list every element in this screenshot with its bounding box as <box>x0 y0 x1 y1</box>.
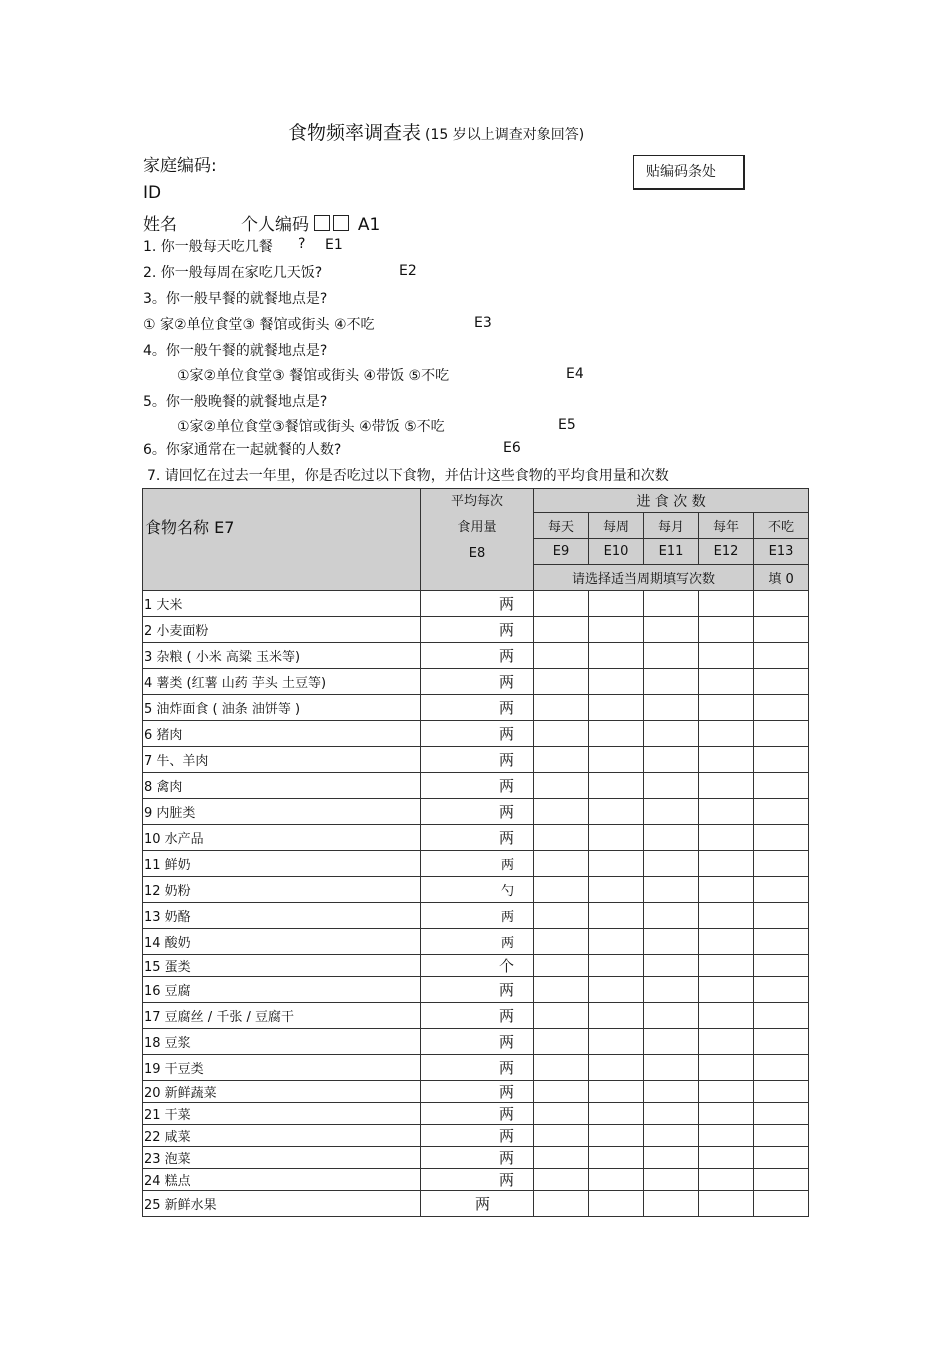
personal-code-row <box>241 210 380 235</box>
frequency-cell[interactable] <box>644 851 699 877</box>
table-row <box>143 903 809 929</box>
frequency-cell[interactable] <box>589 1029 644 1055</box>
frequency-cell[interactable] <box>644 721 699 747</box>
amount-unit[interactable]: 两 <box>421 825 534 851</box>
food-name: 16 豆腐 <box>143 977 421 1003</box>
frequency-cell[interactable] <box>534 617 589 643</box>
personal-code-label: 个人编码 <box>241 215 309 235</box>
code-checkbox-2[interactable] <box>333 215 349 231</box>
frequency-cell[interactable] <box>699 825 754 851</box>
frequency-cell[interactable] <box>699 799 754 825</box>
frequency-cell[interactable] <box>589 799 644 825</box>
title-subtitle: (15 岁以上调查对象回答) <box>425 127 585 143</box>
amount-unit[interactable]: 两 <box>421 903 534 929</box>
header-freq-code: E11 <box>644 539 699 565</box>
frequency-cell[interactable] <box>699 773 754 799</box>
amount-unit[interactable]: 两 <box>421 977 534 1003</box>
frequency-cell[interactable] <box>534 1103 589 1125</box>
frequency-cell[interactable] <box>644 695 699 721</box>
frequency-cell[interactable] <box>754 1081 809 1103</box>
frequency-cell[interactable] <box>754 825 809 851</box>
frequency-cell[interactable] <box>534 643 589 669</box>
frequency-cell[interactable] <box>534 799 589 825</box>
frequency-cell[interactable] <box>699 851 754 877</box>
frequency-cell[interactable] <box>644 747 699 773</box>
family-code-label: 家庭编码: <box>143 156 217 176</box>
frequency-cell[interactable] <box>644 799 699 825</box>
table-row <box>143 1055 809 1081</box>
header-freq-code: E12 <box>699 539 754 565</box>
frequency-cell[interactable] <box>644 1125 699 1147</box>
question-1-code: E1 <box>325 237 343 253</box>
amount-unit[interactable]: 两 <box>421 1055 534 1081</box>
table-row <box>143 617 809 643</box>
table-row <box>143 1029 809 1055</box>
frequency-cell[interactable] <box>589 903 644 929</box>
amount-unit[interactable]: 个 <box>421 955 534 977</box>
frequency-cell[interactable] <box>589 977 644 1003</box>
frequency-cell[interactable] <box>754 1055 809 1081</box>
food-name: 8 禽肉 <box>143 773 421 799</box>
table-row <box>143 955 809 977</box>
frequency-cell[interactable] <box>589 1055 644 1081</box>
amount-unit[interactable]: 两 <box>421 929 534 955</box>
frequency-cell[interactable] <box>754 851 809 877</box>
food-frequency-table <box>142 488 809 1217</box>
food-name: 4 薯类 (红薯 山药 芋头 土豆等) <box>143 669 421 695</box>
frequency-cell[interactable] <box>699 1103 754 1125</box>
frequency-cell[interactable] <box>589 1147 644 1169</box>
frequency-cell[interactable] <box>589 721 644 747</box>
frequency-cell[interactable] <box>754 1125 809 1147</box>
table-row <box>143 1191 809 1217</box>
frequency-cell[interactable] <box>754 903 809 929</box>
frequency-cell[interactable] <box>534 1191 589 1217</box>
table-row <box>143 695 809 721</box>
frequency-cell[interactable] <box>589 825 644 851</box>
frequency-cell[interactable] <box>754 669 809 695</box>
food-name: 7 牛、羊肉 <box>143 747 421 773</box>
table-row <box>143 877 809 903</box>
header-frequency: 进 食 次 数 <box>534 489 809 513</box>
header-freq-label: 每月 <box>644 513 699 539</box>
question-6: 6。你家通常在一起就餐的人数? <box>143 442 342 458</box>
frequency-cell[interactable] <box>699 1147 754 1169</box>
food-name: 13 奶酪 <box>143 903 421 929</box>
frequency-cell[interactable] <box>589 1003 644 1029</box>
frequency-cell[interactable] <box>534 1147 589 1169</box>
question-1-mark: ? <box>298 236 306 252</box>
frequency-cell[interactable] <box>754 1029 809 1055</box>
table-row <box>143 643 809 669</box>
table-row <box>143 773 809 799</box>
food-name: 15 蛋类 <box>143 955 421 977</box>
frequency-cell[interactable] <box>644 643 699 669</box>
frequency-cell[interactable] <box>754 929 809 955</box>
food-name: 1 大米 <box>143 591 421 617</box>
frequency-cell[interactable] <box>754 617 809 643</box>
header-freq-code: E13 <box>754 539 809 565</box>
food-name: 12 奶粉 <box>143 877 421 903</box>
question-3: 3。你一般早餐的就餐地点是? <box>143 291 328 307</box>
amount-unit[interactable]: 两 <box>421 695 534 721</box>
frequency-cell[interactable] <box>589 877 644 903</box>
question-4-code: E4 <box>566 366 584 382</box>
frequency-cell[interactable] <box>699 721 754 747</box>
food-name: 25 新鲜水果 <box>143 1191 421 1217</box>
frequency-cell[interactable] <box>534 695 589 721</box>
amount-unit[interactable]: 勺 <box>421 877 534 903</box>
frequency-cell[interactable] <box>534 591 589 617</box>
food-name: 5 油炸面食 ( 油条 油饼等 ) <box>143 695 421 721</box>
frequency-cell[interactable] <box>589 1169 644 1191</box>
frequency-cell[interactable] <box>589 591 644 617</box>
frequency-cell[interactable] <box>589 1103 644 1125</box>
name-label: 姓名 <box>143 215 177 235</box>
question-3-code: E3 <box>474 315 492 331</box>
table-row <box>143 929 809 955</box>
frequency-cell[interactable] <box>754 773 809 799</box>
question-2-code: E2 <box>399 263 417 279</box>
frequency-cell[interactable] <box>754 1003 809 1029</box>
question-7: 7. 请回忆在过去一年里，你是否吃过以下食物，并估计这些食物的平均食用量和次数 <box>147 468 669 484</box>
question-4: 4。你一般午餐的就餐地点是? <box>143 343 328 359</box>
frequency-cell[interactable] <box>644 825 699 851</box>
table-row <box>143 1003 809 1029</box>
amount-unit[interactable]: 两 <box>421 617 534 643</box>
amount-unit[interactable]: 两 <box>421 1103 534 1125</box>
frequency-cell[interactable] <box>644 955 699 977</box>
frequency-cell[interactable] <box>644 877 699 903</box>
amount-unit[interactable]: 两 <box>421 1029 534 1055</box>
table-row <box>143 1125 809 1147</box>
frequency-cell[interactable] <box>699 877 754 903</box>
table-row <box>143 669 809 695</box>
frequency-cell[interactable] <box>754 643 809 669</box>
table-row <box>143 721 809 747</box>
frequency-cell[interactable] <box>534 851 589 877</box>
frequency-cell[interactable] <box>589 955 644 977</box>
food-name: 14 酸奶 <box>143 929 421 955</box>
frequency-cell[interactable] <box>644 773 699 799</box>
personal-code-var: A1 <box>357 215 381 235</box>
frequency-cell[interactable] <box>589 617 644 643</box>
frequency-cell[interactable] <box>699 643 754 669</box>
food-name: 19 干豆类 <box>143 1055 421 1081</box>
frequency-cell[interactable] <box>589 1125 644 1147</box>
table-row <box>143 825 809 851</box>
frequency-cell[interactable] <box>754 721 809 747</box>
frequency-cell[interactable] <box>589 1191 644 1217</box>
page-title <box>288 118 584 145</box>
header-freq-label: 不吃 <box>754 513 809 539</box>
frequency-cell[interactable] <box>699 1125 754 1147</box>
barcode-sticker-box: 贴编码条处 <box>633 155 745 190</box>
amount-unit[interactable]: 两 <box>421 591 534 617</box>
amount-unit[interactable]: 两 <box>421 799 534 825</box>
food-name: 24 糕点 <box>143 1169 421 1191</box>
frequency-cell[interactable] <box>644 1169 699 1191</box>
food-name: 11 鲜奶 <box>143 851 421 877</box>
frequency-cell[interactable] <box>699 1029 754 1055</box>
header-freq-code: E9 <box>534 539 589 565</box>
frequency-cell[interactable] <box>534 721 589 747</box>
amount-unit[interactable]: 两 <box>421 721 534 747</box>
header-freq-label: 每天 <box>534 513 589 539</box>
question-5: 5。你一般晚餐的就餐地点是? <box>143 394 328 410</box>
question-4-options: ①家②单位食堂③ 餐馆或街头 ④带饭 ⑤不吃 <box>177 368 450 384</box>
table-row <box>143 977 809 1003</box>
frequency-cell[interactable] <box>589 851 644 877</box>
header-freq-code: E10 <box>589 539 644 565</box>
frequency-cell[interactable] <box>699 977 754 1003</box>
frequency-cell[interactable] <box>754 1103 809 1125</box>
amount-unit[interactable]: 两 <box>421 1081 534 1103</box>
frequency-cell[interactable] <box>699 929 754 955</box>
question-5-options: ①家②单位食堂③餐馆或街头 ④带饭 ⑤不吃 <box>177 419 445 435</box>
amount-unit[interactable]: 两 <box>421 1125 534 1147</box>
frequency-cell[interactable] <box>644 1191 699 1217</box>
question-1: 1. 你一般每天吃几餐 <box>143 239 273 255</box>
frequency-cell[interactable] <box>644 1103 699 1125</box>
amount-unit[interactable]: 两 <box>421 1191 534 1217</box>
amount-unit[interactable]: 两 <box>421 669 534 695</box>
question-6-code: E6 <box>503 440 521 456</box>
frequency-cell[interactable] <box>534 1003 589 1029</box>
frequency-cell[interactable] <box>644 669 699 695</box>
frequency-cell[interactable] <box>699 747 754 773</box>
frequency-cell[interactable] <box>534 1125 589 1147</box>
frequency-cell[interactable] <box>699 903 754 929</box>
frequency-cell[interactable] <box>644 1081 699 1103</box>
frequency-cell[interactable] <box>699 1055 754 1081</box>
frequency-cell[interactable] <box>534 1055 589 1081</box>
table-row <box>143 799 809 825</box>
frequency-cell[interactable] <box>534 929 589 955</box>
frequency-cell[interactable] <box>589 1081 644 1103</box>
table-row <box>143 747 809 773</box>
frequency-cell[interactable] <box>754 1191 809 1217</box>
food-name: 17 豆腐丝 / 千张 / 豆腐干 <box>143 1003 421 1029</box>
frequency-cell[interactable] <box>754 1169 809 1191</box>
food-name: 21 干菜 <box>143 1103 421 1125</box>
amount-unit[interactable]: 两 <box>421 851 534 877</box>
frequency-cell[interactable] <box>644 903 699 929</box>
frequency-cell[interactable] <box>589 747 644 773</box>
frequency-cell[interactable] <box>754 977 809 1003</box>
question-3-options: ① 家②单位食堂③ 餐馆或街头 ④不吃 <box>143 317 375 333</box>
frequency-cell[interactable] <box>644 1055 699 1081</box>
frequency-cell[interactable] <box>699 1191 754 1217</box>
frequency-cell[interactable] <box>644 617 699 643</box>
frequency-cell[interactable] <box>644 1003 699 1029</box>
frequency-cell[interactable] <box>589 695 644 721</box>
amount-unit[interactable]: 两 <box>421 1003 534 1029</box>
frequency-cell[interactable] <box>534 669 589 695</box>
header-freq-label: 每年 <box>699 513 754 539</box>
header-food-name: 食物名称 E7 <box>143 489 421 591</box>
frequency-cell[interactable] <box>534 1169 589 1191</box>
frequency-cell[interactable] <box>644 591 699 617</box>
amount-unit[interactable]: 两 <box>421 1169 534 1191</box>
frequency-cell[interactable] <box>754 799 809 825</box>
frequency-cell[interactable] <box>534 903 589 929</box>
table-row <box>143 591 809 617</box>
frequency-cell[interactable] <box>644 929 699 955</box>
frequency-cell[interactable] <box>754 955 809 977</box>
frequency-cell[interactable] <box>589 773 644 799</box>
header-freq-label: 每周 <box>589 513 644 539</box>
frequency-cell[interactable] <box>589 669 644 695</box>
food-name: 23 泡菜 <box>143 1147 421 1169</box>
table-row <box>143 1169 809 1191</box>
frequency-cell[interactable] <box>699 591 754 617</box>
frequency-cell[interactable] <box>534 955 589 977</box>
frequency-cell[interactable] <box>534 977 589 1003</box>
question-2: 2. 你一般每周在家吃几天饭? <box>143 265 323 281</box>
frequency-cell[interactable] <box>534 747 589 773</box>
frequency-cell[interactable] <box>534 1029 589 1055</box>
frequency-cell[interactable] <box>644 1029 699 1055</box>
food-name: 18 豆浆 <box>143 1029 421 1055</box>
food-name: 10 水产品 <box>143 825 421 851</box>
table-row <box>143 1081 809 1103</box>
frequency-cell[interactable] <box>699 1169 754 1191</box>
amount-unit[interactable]: 两 <box>421 747 534 773</box>
header-fill-zero: 填 0 <box>754 565 809 591</box>
food-name: 20 新鲜蔬菜 <box>143 1081 421 1103</box>
food-name: 6 猪肉 <box>143 721 421 747</box>
frequency-cell[interactable] <box>589 643 644 669</box>
question-5-code: E5 <box>558 417 576 433</box>
frequency-cell[interactable] <box>699 695 754 721</box>
frequency-cell[interactable] <box>699 617 754 643</box>
header-avg-amount: 平均每次 食用量 E8 <box>421 489 534 591</box>
amount-unit[interactable]: 两 <box>421 773 534 799</box>
frequency-cell[interactable] <box>534 825 589 851</box>
frequency-cell[interactable] <box>754 591 809 617</box>
frequency-cell[interactable] <box>754 747 809 773</box>
frequency-cell[interactable] <box>534 877 589 903</box>
code-checkbox-1[interactable] <box>314 215 330 231</box>
food-name: 22 咸菜 <box>143 1125 421 1147</box>
food-name: 9 内脏类 <box>143 799 421 825</box>
frequency-cell[interactable] <box>754 695 809 721</box>
frequency-cell[interactable] <box>644 1147 699 1169</box>
frequency-cell[interactable] <box>644 977 699 1003</box>
food-name: 2 小麦面粉 <box>143 617 421 643</box>
frequency-cell[interactable] <box>699 669 754 695</box>
table-row <box>143 851 809 877</box>
table-row <box>143 1103 809 1125</box>
header-fill-note: 请选择适当周期填写次数 <box>534 565 754 591</box>
frequency-cell[interactable] <box>534 773 589 799</box>
amount-unit[interactable]: 两 <box>421 1147 534 1169</box>
frequency-cell[interactable] <box>699 955 754 977</box>
title-text: 食物频率调查表 <box>288 122 422 144</box>
id-label: ID <box>143 183 162 203</box>
frequency-cell[interactable] <box>699 1081 754 1103</box>
frequency-cell[interactable] <box>754 877 809 903</box>
frequency-cell[interactable] <box>754 1147 809 1169</box>
frequency-cell[interactable] <box>589 929 644 955</box>
amount-unit[interactable]: 两 <box>421 643 534 669</box>
table-row <box>143 1147 809 1169</box>
frequency-cell[interactable] <box>699 1003 754 1029</box>
frequency-cell[interactable] <box>534 1081 589 1103</box>
food-name: 3 杂粮 ( 小米 高粱 玉米等) <box>143 643 421 669</box>
